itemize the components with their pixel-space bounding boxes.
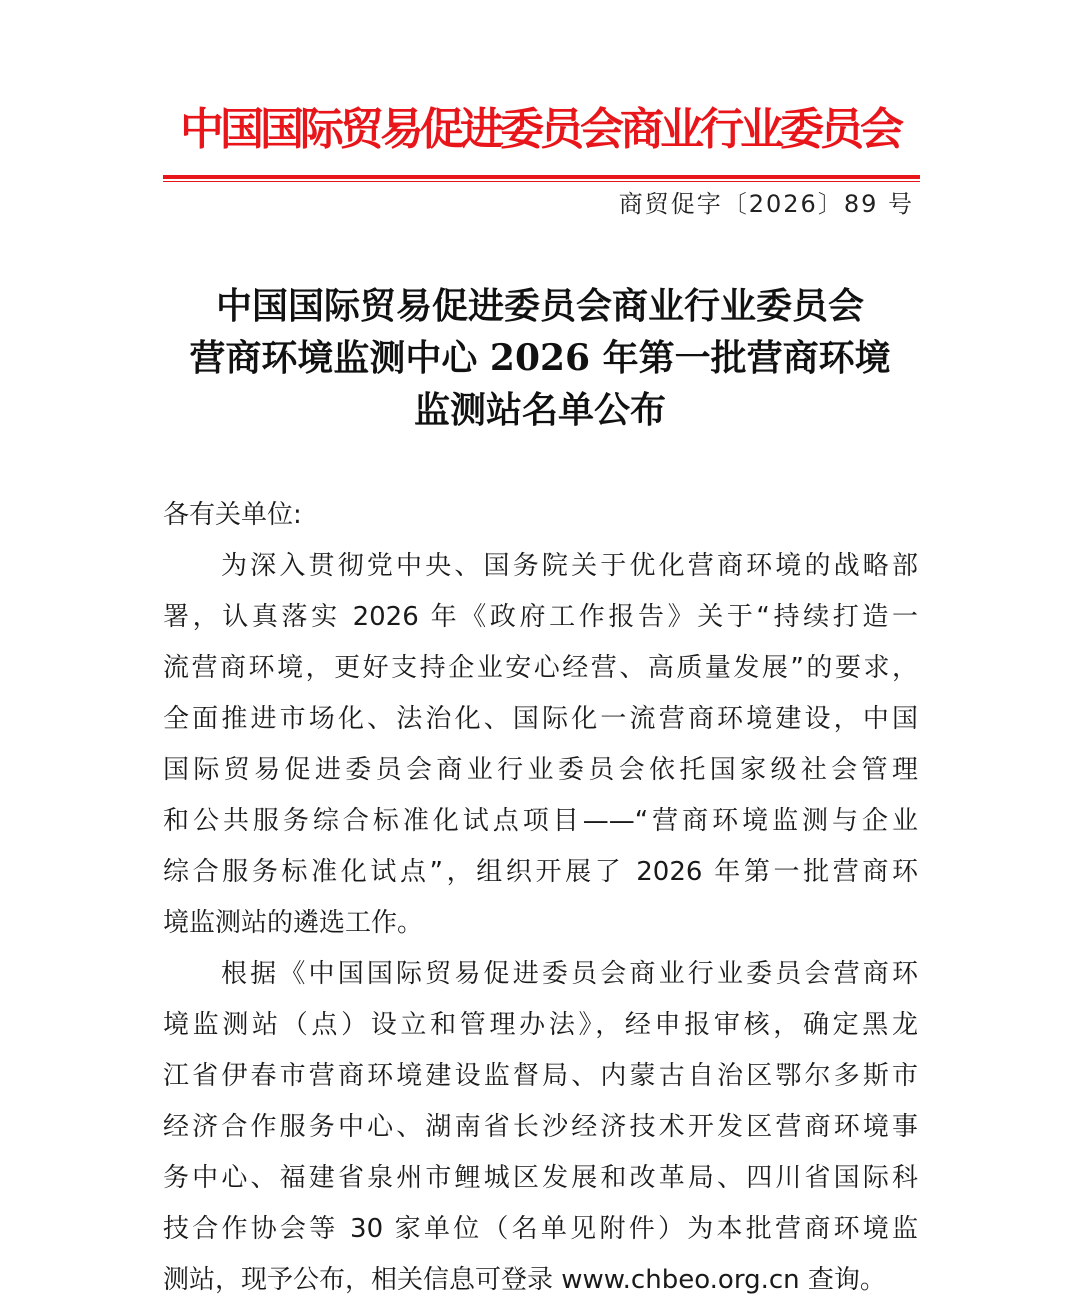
paragraph-2-line: 根据《中国国际贸易促进委员会商业行业委员会营商环 [221, 959, 918, 989]
document-number: 商贸促字〔2026〕89 号 [618, 190, 914, 218]
paragraph-1-line: 全面推进市场化、法治化、国际化一流营商环境建设，中国 [163, 704, 918, 734]
paragraph-1-line: 流营商环境，更好支持企业安心经营、高质量发展”的要求， [163, 653, 918, 683]
paragraph-2-line: 境监测站（点）设立和管理办法》，经申报审核，确定黑龙 [163, 1010, 918, 1040]
title-line: 监测站名单公布 [413, 389, 666, 431]
paragraph-1-line: 为深入贯彻党中央、国务院关于优化营商环境的战略部 [221, 551, 918, 581]
paragraph-1-line: 署，认真落实 2026 年《政府工作报告》关于“持续打造一 [163, 602, 918, 632]
title-line: 营商环境监测中心 2026 年第一批营商环境 [189, 337, 891, 379]
red-divider-thick [163, 175, 920, 179]
paragraph-2-line: 测站，现予公布，相关信息可登录 www.chbeo.org.cn 查询。 [163, 1265, 886, 1295]
paragraph-1-line: 综合服务标准化试点”，组织开展了 2026 年第一批营商环 [163, 857, 918, 887]
paragraph-1-line: 国际贸易促进委员会商业行业委员会依托国家级社会管理 [163, 755, 918, 785]
red-divider-thin [163, 181, 920, 182]
paragraph-1-line: 境监测站的遴选工作。 [163, 908, 424, 938]
paragraph-1-line: 和公共服务综合标准化试点项目——“营商环境监测与企业 [163, 806, 918, 836]
title-line: 中国国际贸易促进委员会商业行业委员会 [215, 285, 864, 327]
paragraph-2-line: 务中心、福建省泉州市鲤城区发展和改革局、四川省国际科 [163, 1163, 918, 1193]
paragraph-2-line: 技合作协会等 30 家单位（名单见附件）为本批营商环境监 [163, 1214, 918, 1244]
salutation: 各有关单位: [163, 500, 302, 530]
document-body [163, 490, 918, 1298]
org-red-header: 中国国际贸易促进委员会商业行业委员会 [180, 104, 900, 155]
paragraph-2-line: 经济合作服务中心、湖南省长沙经济技术开发区营商环境事 [163, 1112, 918, 1142]
document-title [140, 280, 940, 436]
paragraph-2-line: 江省伊春市营商环境建设监督局、内蒙古自治区鄂尔多斯市 [163, 1061, 918, 1091]
